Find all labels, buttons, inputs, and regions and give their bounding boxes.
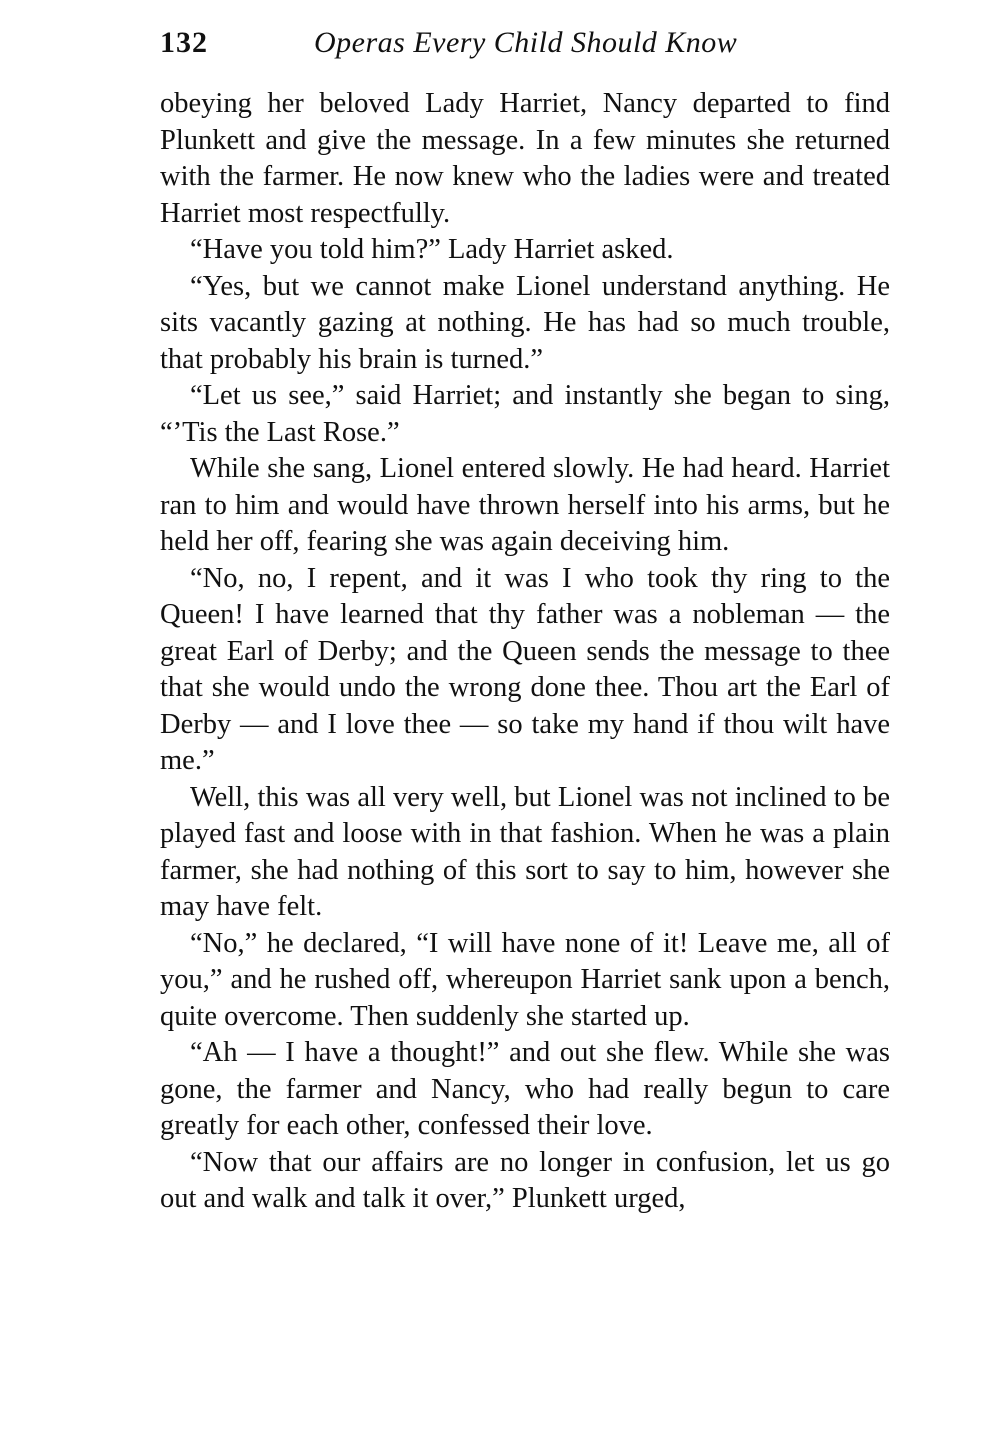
paragraph: “Now that our affairs are no longer in confusion, let us go out and walk and talk it over,” Plunkett urged, <box>160 1146 890 1214</box>
paragraph: “No, no, I repent, and it was I who took thy ring to the Queen! I have learned that thy father was a nobleman — the great Earl of Derby; and the Queen sends the message to thee that she would undo the wrong done thee. Thou art the Earl of Derby — and I love thee — so take my hand if thou wilt have me.” <box>160 562 890 776</box>
running-header <box>160 22 890 62</box>
paragraph: Well, this was all very well, but Lionel was not inclined to be played fast and loose with in that fashion. When he was a plain farmer, she had nothing of this sort to say to him, however she may have felt. <box>160 781 890 922</box>
running-title: Operas Every Child Should Know <box>314 26 738 59</box>
paragraph: “Have you told him?” Lady Harriet asked. <box>190 234 674 265</box>
paragraph: “Let us see,” said Harriet; and instantly she began to sing, “’Tis the Last Rose.” <box>160 380 890 448</box>
paragraph: While she sang, Lionel entered slowly. He had heard. Harriet ran to him and would have thrown herself into his arms, but he held her off, fearing she was again deceiving him. <box>160 453 890 557</box>
paragraph: “Ah — I have a thought!” and out she flew. While she was gone, the farmer and Nancy, who had really begun to care greatly for each other, confessed their love. <box>160 1037 890 1141</box>
body-text <box>160 86 890 1218</box>
paragraph: “Yes, but we cannot make Lionel understand anything. He sits vacantly gazing at nothing. He has had so much trouble, that probably his brain is turned.” <box>160 270 890 375</box>
paragraph-continued: obeying her beloved Lady Harriet, Nancy departed to find Plunkett and give the message. In a few minutes she returned with the farmer. He now knew who the ladies were and treated Harriet most respectfully. <box>160 88 890 229</box>
paragraph: “No,” he declared, “I will have none of it! Leave me, all of you,” and he rushed off, whereupon Harriet sank upon a bench, quite overcome. Then suddenly she started up. <box>160 927 890 1032</box>
page-number: 132 <box>160 26 208 59</box>
